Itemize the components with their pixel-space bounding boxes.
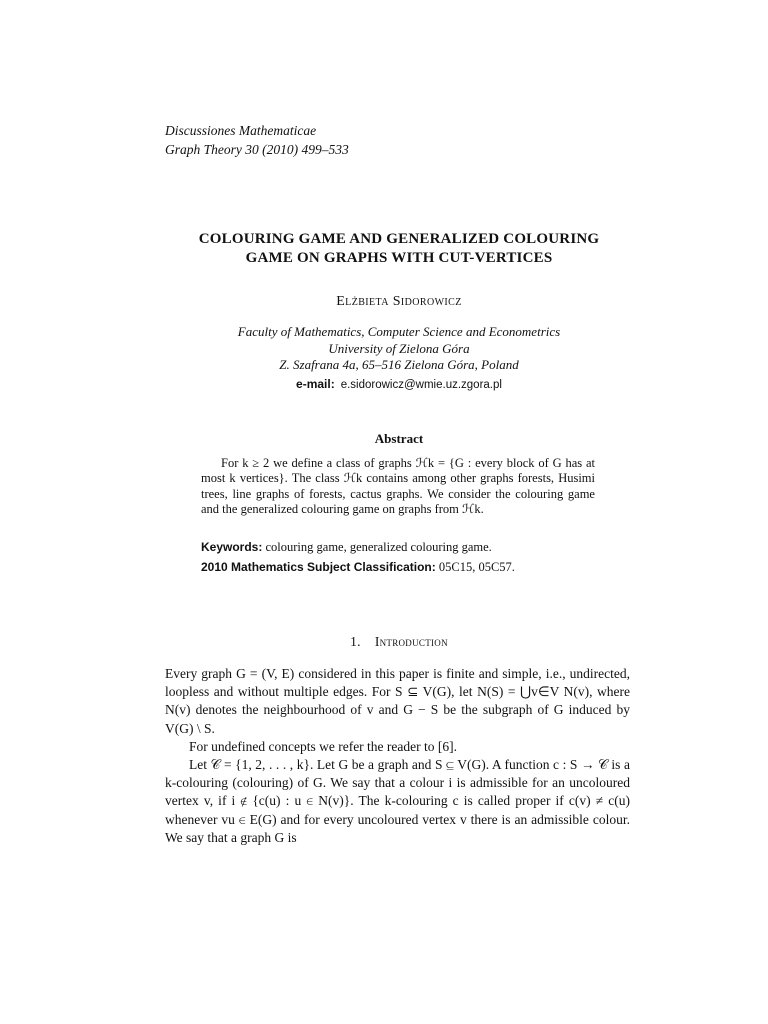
section-number: 1. (350, 634, 361, 649)
affiliation-line-3: Z. Szafrana 4a, 65–516 Zielona Góra, Poland (279, 357, 519, 372)
paper-title-line-2: GAME ON GRAPHS WITH CUT-VERTICES (245, 250, 553, 266)
msc-label: 2010 Mathematics Subject Classification: (201, 560, 436, 574)
paper-title-line-1: COLOURING GAME AND GENERALIZED COLOURING (198, 231, 600, 247)
affiliation-line-1: Faculty of Mathematics, Computer Science and Econometrics (237, 324, 561, 339)
email-label: e-mail: (296, 377, 335, 391)
body-paragraph-1: Every graph G = (V, E) considered in this paper is finite and simple, i.e., undirected, loopless and without multiple edges. For S ⊆ V(G), let N(S) = ⋃v∈V N(v), where N(v) denotes the neighbourhood of v and G − S be the subgraph of G induced by V(G) \ S. (165, 666, 630, 736)
body-paragraph-2: For undefined concepts we refer the reader to [6]. (189, 738, 458, 754)
msc-codes: 05C15, 05C57. (438, 560, 515, 574)
keywords-line (201, 540, 595, 555)
paper-title (130, 230, 668, 268)
section-heading (130, 634, 668, 650)
section-title: Introduction (374, 634, 448, 649)
abstract-text: For k ≥ 2 we define a class of graphs ℋk = {G : every block of G has at most k vertices}. The class ℋk contains among other graphs forests, Husimi trees, line graphs of forests, cactus graphs. We consider the colouring game and the generalized colouring game on graphs from ℋk. (201, 456, 595, 517)
msc-line (201, 560, 595, 575)
email-address[interactable]: e.sidorowicz@wmie.uz.zgora.pl (340, 379, 502, 391)
journal-header (165, 121, 349, 159)
affiliation (130, 324, 668, 374)
journal-name: Discussiones Mathematicae (165, 123, 317, 138)
keywords-label: Keywords: (201, 540, 263, 554)
journal-volume: Graph Theory 30 (2010) 499–533 (165, 142, 349, 157)
author-name: Elżbieta Sidorowicz (336, 294, 462, 309)
abstract-heading: Abstract (374, 431, 424, 446)
abstract-text-block (201, 456, 595, 518)
email-line (130, 377, 668, 392)
keywords-text: colouring game, generalized colouring game. (265, 540, 492, 554)
body-paragraph-3: Let 𝒞 = {1, 2, . . . , k}. Let G be a graph and S ⊆ V(G). A function c : S → 𝒞 is a k-colouring (colouring) of G. We say that a colour i is admissible for an uncoloured vertex v, if i ∉ {c(u) : u ∈ N(v)}. The k-colouring c is called proper if c(v) ≠ c(u) whenever vu ∈ E(G) and for every uncoloured vertex v there is an admissible colour. We say that a graph G is (165, 757, 630, 845)
affiliation-line-2: University of Zielona Góra (328, 340, 470, 356)
body-text (165, 665, 630, 847)
